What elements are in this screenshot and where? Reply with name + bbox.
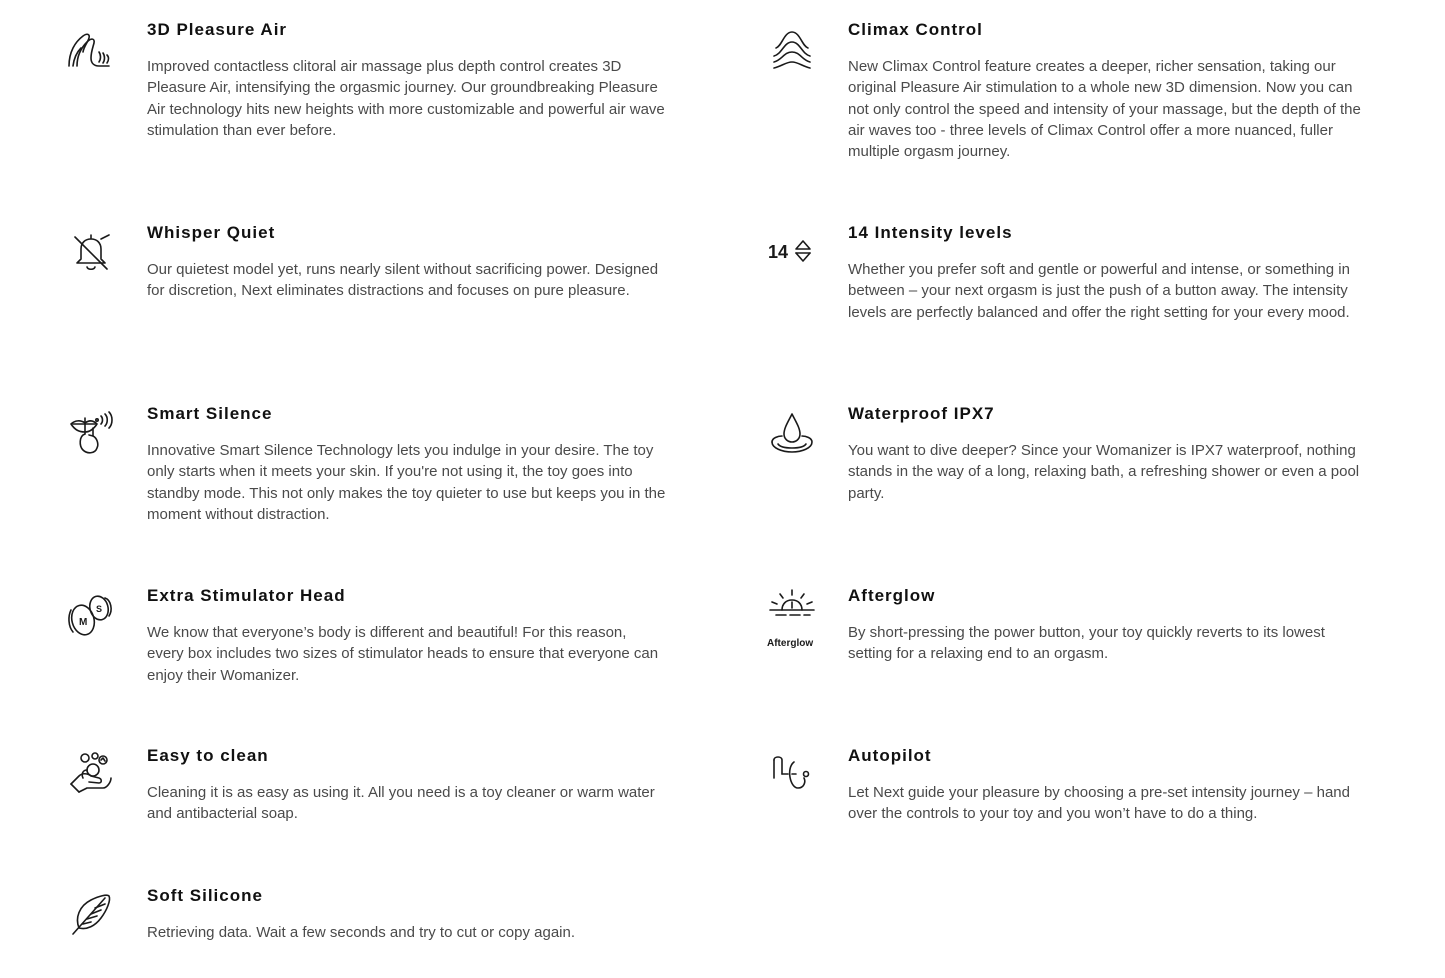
sunset-icon [764,586,820,652]
feature-title: Extra Stimulator Head [147,586,346,605]
feature-description: We know that everyone’s body is different and beautiful! For this reason, every box includes two sizes of stimulator heads to ensure that everyone can enjoy their Womanizer. [147,624,659,684]
feature-title: Whisper Quiet [147,223,276,242]
feature-waterproof [848,404,1368,504]
feature-description: Cleaning it is as easy as using it. All you need is a toy cleaner or warm water and antibacterial soap. [147,784,655,823]
stimulator-heads-icon [63,586,119,642]
muted-bell-icon [63,223,119,279]
feature-description: Let Next guide your pleasure by choosing a pre-set intensity journey – hand over the controls to your toy and you won’t have to do a thing. [848,784,1350,823]
head-size-medium: M [79,617,88,628]
feather-icon [63,886,119,942]
shush-finger-icon [63,404,119,460]
feature-title: Easy to clean [147,746,269,765]
feature-description: New Climax Control feature creates a deeper, richer sensation, taking our original Pleasure Air stimulation to a whole new 3D dimension. Now you can not only control the speed and intensity of your massage, but the depth of the air waves too - three levels of Climax Control offer a more nuanced, fuller multiple orgasm journey. [848,58,1361,161]
feature-description: Innovative Smart Silence Technology lets you indulge in your desire. The toy only starts when it meets your skin. If you're not using it, the toy goes into standby mode. This not only makes the toy quieter to use but keeps you in the moment without distraction. [147,442,666,523]
layered-waves-icon [764,20,820,76]
feature-afterglow [767,586,1368,665]
feature-title: Autopilot [848,746,932,765]
head-size-small: S [96,604,103,614]
feature-smart-silence [147,404,667,525]
feature-soft-silicone [147,886,667,943]
intensity-arrows-icon [764,223,820,279]
feature-title: Smart Silence [147,404,273,423]
feature-title: Afterglow [848,586,936,605]
feature-title: Soft Silicone [147,886,263,905]
feature-description: Improved contactless clitoral air massage plus depth control creates 3D Pleasure Air, intensifying the orgasmic journey. Our groundbreaking Pleasure Air technology hits new heights with more customizable and powerful air wave stimulation than ever before. [147,58,665,139]
feature-pleasure-air [147,20,667,141]
feature-extra-head [79,586,667,686]
air-wave-hand-icon [63,20,119,76]
feature-intensity-levels [768,223,1368,323]
feature-title: 14 Intensity levels [848,223,1013,242]
path-curve-icon [764,746,820,802]
feature-description: You want to dive deeper? Since your Womanizer is IPX7 waterproof, nothing stands in the way of a long, relaxing bath, a refreshing shower or even a pool party. [848,442,1360,502]
washing-hand-icon [63,746,119,802]
feature-description: Our quietest model yet, runs nearly silent without sacrificing power. Designed for discretion, Next eliminates distractions and focuses on pure pleasure. [147,261,659,300]
feature-description: Retrieving data. Wait a few seconds and try to cut or copy again. [147,924,575,941]
feature-easy-clean [147,746,667,825]
feature-whisper-quiet [147,223,667,302]
feature-autopilot [848,746,1368,825]
feature-title: Climax Control [848,20,983,39]
feature-title: Waterproof IPX7 [848,404,995,423]
feature-description: Whether you prefer soft and gentle or powerful and intense, or something in between – your next orgasm is just the push of a button away. The intensity levels are perfectly balanced and offer the right setting for your every mood. [848,261,1350,321]
afterglow-icon-label: Afterglow [767,638,814,649]
water-drop-icon [764,404,820,460]
feature-climax-control [848,20,1368,162]
feature-description: By short-pressing the power button, your toy quickly reverts to its lowest setting for a relaxing end to an orgasm. [848,624,1325,663]
feature-title: 3D Pleasure Air [147,20,288,39]
intensity-count-label: 14 [768,242,789,262]
